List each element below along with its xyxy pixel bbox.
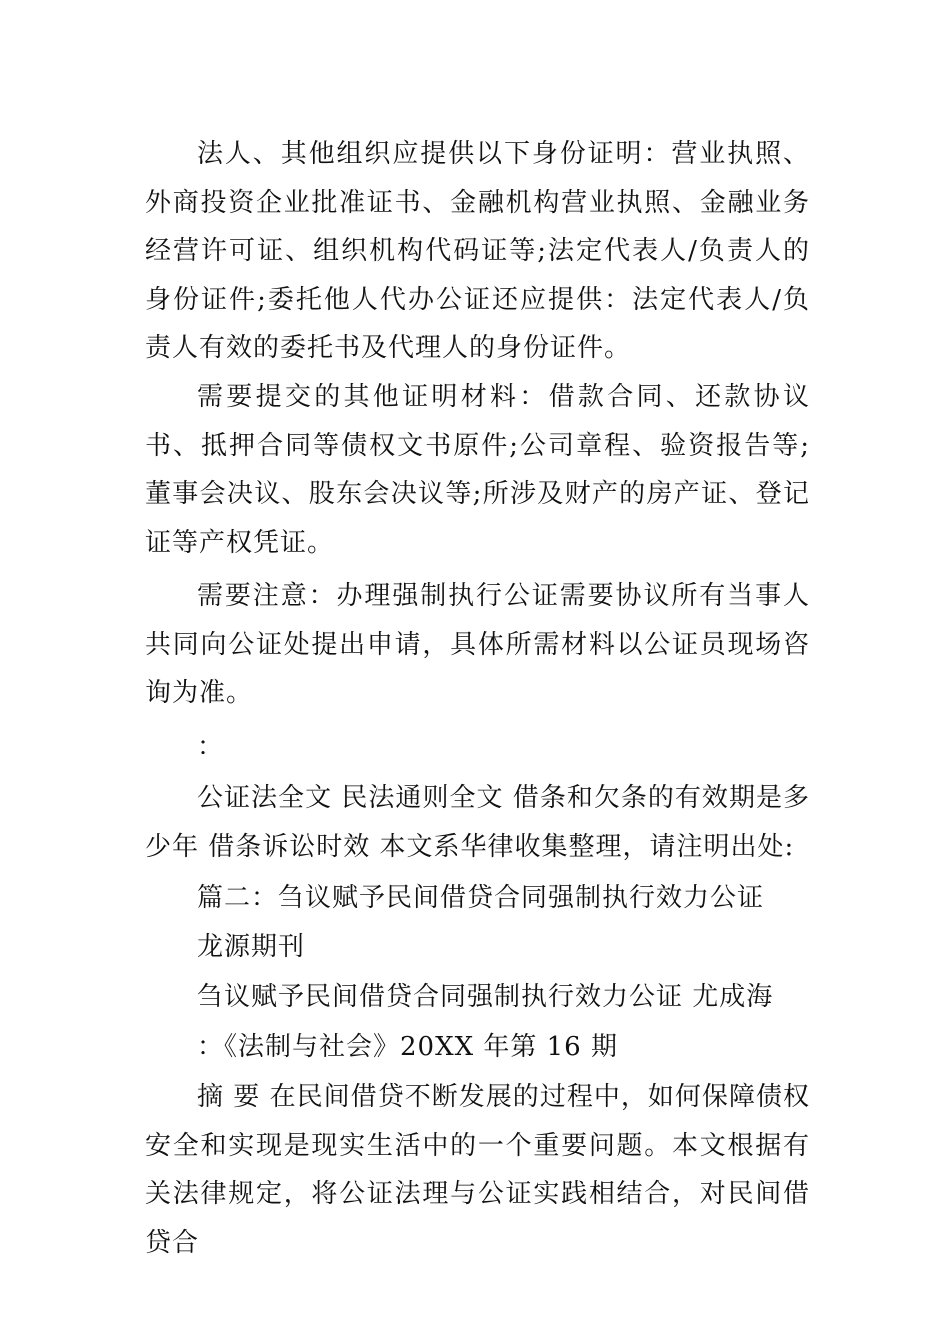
paragraph-identity-proof: 法人、其他组织应提供以下身份证明：营业执照、外商投资企业批准证书、金融机构营业执照、金融业务经营许可证、组织机构代码证等;法定代表人/负责人的身份证件;委托他人代办公证还应提供：法定代表人/负责人有效的委托书及代理人的身份证件。 <box>145 139 810 363</box>
paragraph-related-links: 公证法全文 民法通则全文 借条和欠条的有效期是多少年 借条诉讼时效 本文系华律收集整理，请注明出处: <box>145 783 810 862</box>
section-heading: 篇二：刍议赋予民间借贷合同强制执行效力公证 <box>197 883 765 913</box>
paragraph-other-materials: 需要提交的其他证明材料：借款合同、还款协议书、抵押合同等债权文书原件;公司章程、验资报告等;董事会决议、股东会决议等;所涉及财产的房产证、登记证等产权凭证。 <box>145 382 810 558</box>
colon-line: ： <box>197 732 225 762</box>
article-source: ：《法制与社会》20XX 年第 16 期 <box>197 1032 618 1062</box>
paragraph-notice: 需要注意：办理强制执行公证需要协议所有当事人共同向公证处提出申请，具体所需材料以公证员现场咨询为准。 <box>145 581 810 708</box>
journal-name: 龙源期刊 <box>197 932 306 962</box>
article-title-author: 刍议赋予民间借贷合同强制执行效力公证 尤成海 <box>197 982 774 1012</box>
paragraph-abstract: 摘 要 在民间借贷不断发展的过程中，如何保障债权安全和实现是现实生活中的一个重要问题。本文根据有关法律规定，将公证法理与公证实践相结合，对民间借贷合 <box>145 1082 810 1258</box>
